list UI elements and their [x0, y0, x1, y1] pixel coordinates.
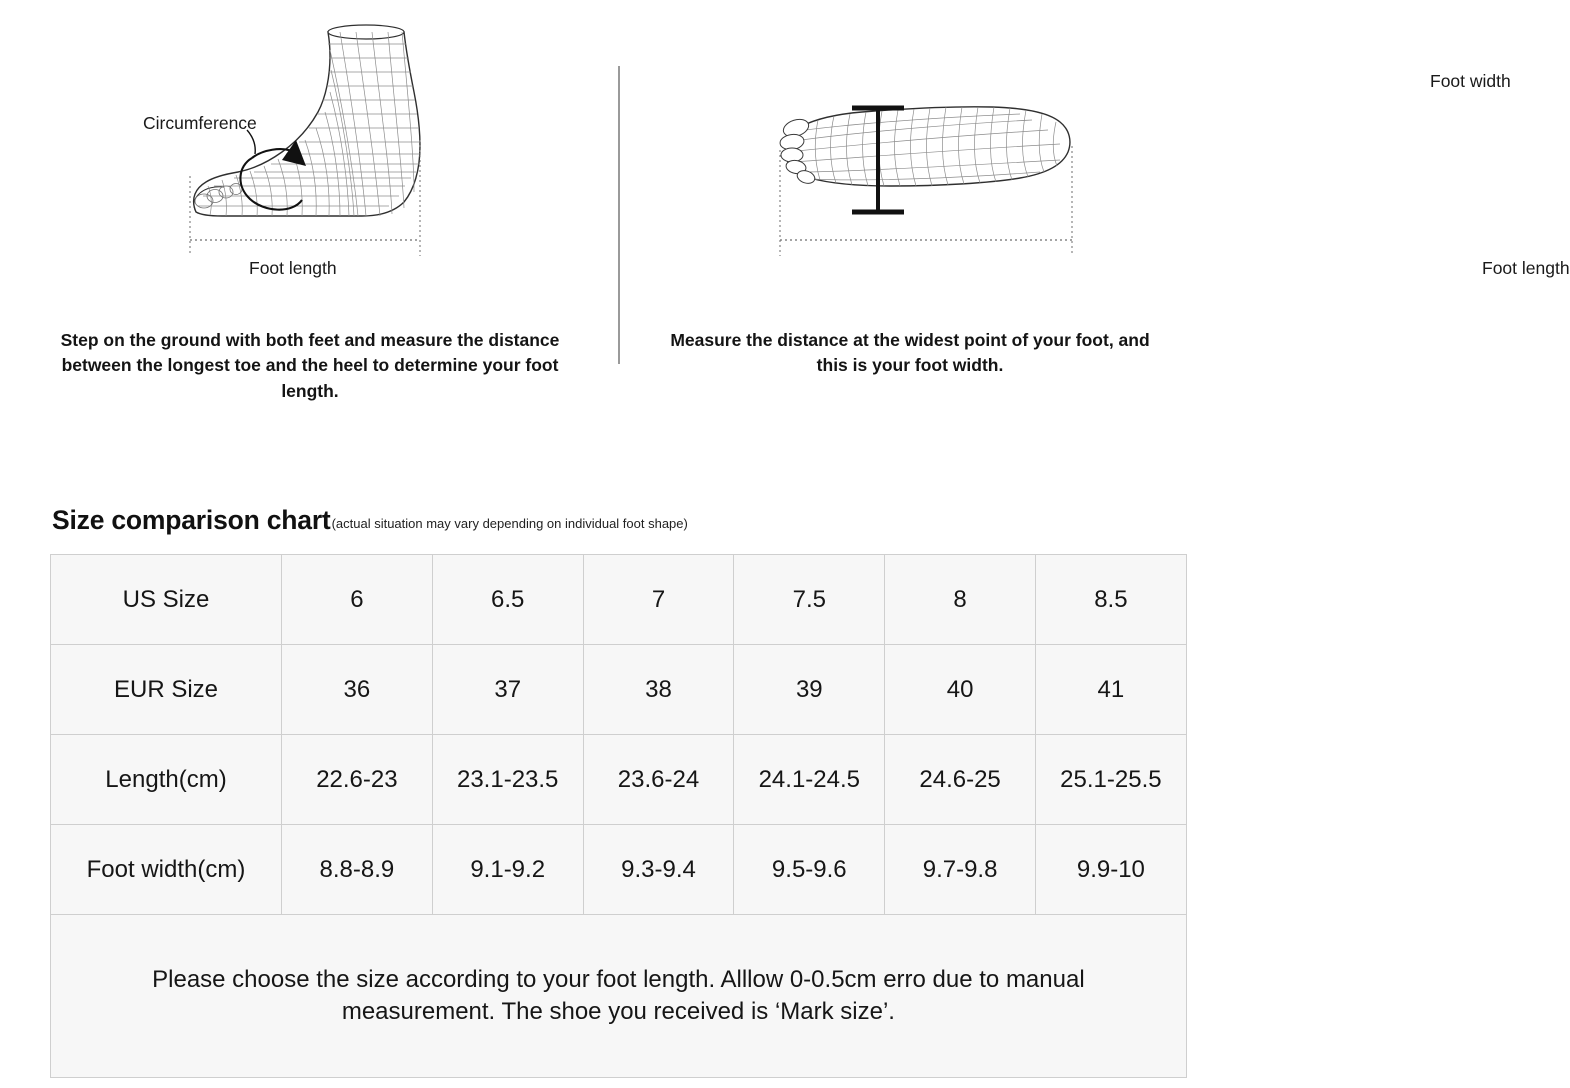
cell-width-1: 8.8-8.9 — [282, 825, 433, 915]
row-header-us-size: US Size — [51, 555, 282, 645]
chart-title: Size comparison chart — [52, 505, 331, 535]
cell-us-size-3: 7 — [583, 555, 734, 645]
foot-width-label: Foot width — [1430, 71, 1511, 91]
foot-length-label-left: Foot length — [249, 258, 337, 278]
cell-width-2: 9.1-9.2 — [432, 825, 583, 915]
cell-eur-size-1: 36 — [282, 645, 433, 735]
table-row — [51, 825, 1187, 915]
row-header-length-cm: Length(cm) — [51, 735, 282, 825]
chart-subtitle: (actual situation may vary depending on individual foot shape) — [331, 516, 688, 531]
table-row — [51, 735, 1187, 825]
cell-us-size-5: 8 — [885, 555, 1036, 645]
circumference-label: Circumference — [143, 113, 257, 133]
measurement-diagrams — [0, 0, 1570, 430]
cell-eur-size-2: 37 — [432, 645, 583, 735]
cell-length-5: 24.6-25 — [885, 735, 1036, 825]
cell-width-6: 9.9-10 — [1035, 825, 1186, 915]
cell-length-2: 23.1-23.5 — [432, 735, 583, 825]
cell-us-size-4: 7.5 — [734, 555, 885, 645]
cell-us-size-1: 6 — [282, 555, 433, 645]
foot-length-label-right: Foot length — [1482, 258, 1570, 278]
cell-length-3: 23.6-24 — [583, 735, 734, 825]
row-header-foot-width-cm: Foot width(cm) — [51, 825, 282, 915]
cell-length-6: 25.1-25.5 — [1035, 735, 1186, 825]
cell-width-3: 9.3-9.4 — [583, 825, 734, 915]
size-comparison-table — [50, 554, 1187, 1078]
cell-width-5: 9.7-9.8 — [885, 825, 1036, 915]
cell-us-size-2: 6.5 — [432, 555, 583, 645]
foot-width-instruction: Measure the distance at the widest point of your foot, and this is your foot width. — [670, 330, 1150, 376]
table-row — [51, 915, 1187, 1078]
cell-length-4: 24.1-24.5 — [734, 735, 885, 825]
top-foot-illustration — [620, 0, 1200, 320]
table-row — [51, 645, 1187, 735]
table-row — [51, 555, 1187, 645]
cell-eur-size-3: 38 — [583, 645, 734, 735]
size-note: Please choose the size according to your foot length. Alllow 0-0.5cm erro due to manual measurement. The shoe you received is ‘Mark size’. — [51, 915, 1187, 1078]
chart-heading — [52, 505, 688, 536]
foot-length-instruction: Step on the ground with both feet and measure the distance between the longest toe and the heel to determine your foot length. — [60, 330, 560, 401]
cell-us-size-6: 8.5 — [1035, 555, 1186, 645]
cell-eur-size-6: 41 — [1035, 645, 1186, 735]
row-header-eur-size: EUR Size — [51, 645, 282, 735]
cell-length-1: 22.6-23 — [282, 735, 433, 825]
cell-width-4: 9.5-9.6 — [734, 825, 885, 915]
cell-eur-size-4: 39 — [734, 645, 885, 735]
cell-eur-size-5: 40 — [885, 645, 1036, 735]
